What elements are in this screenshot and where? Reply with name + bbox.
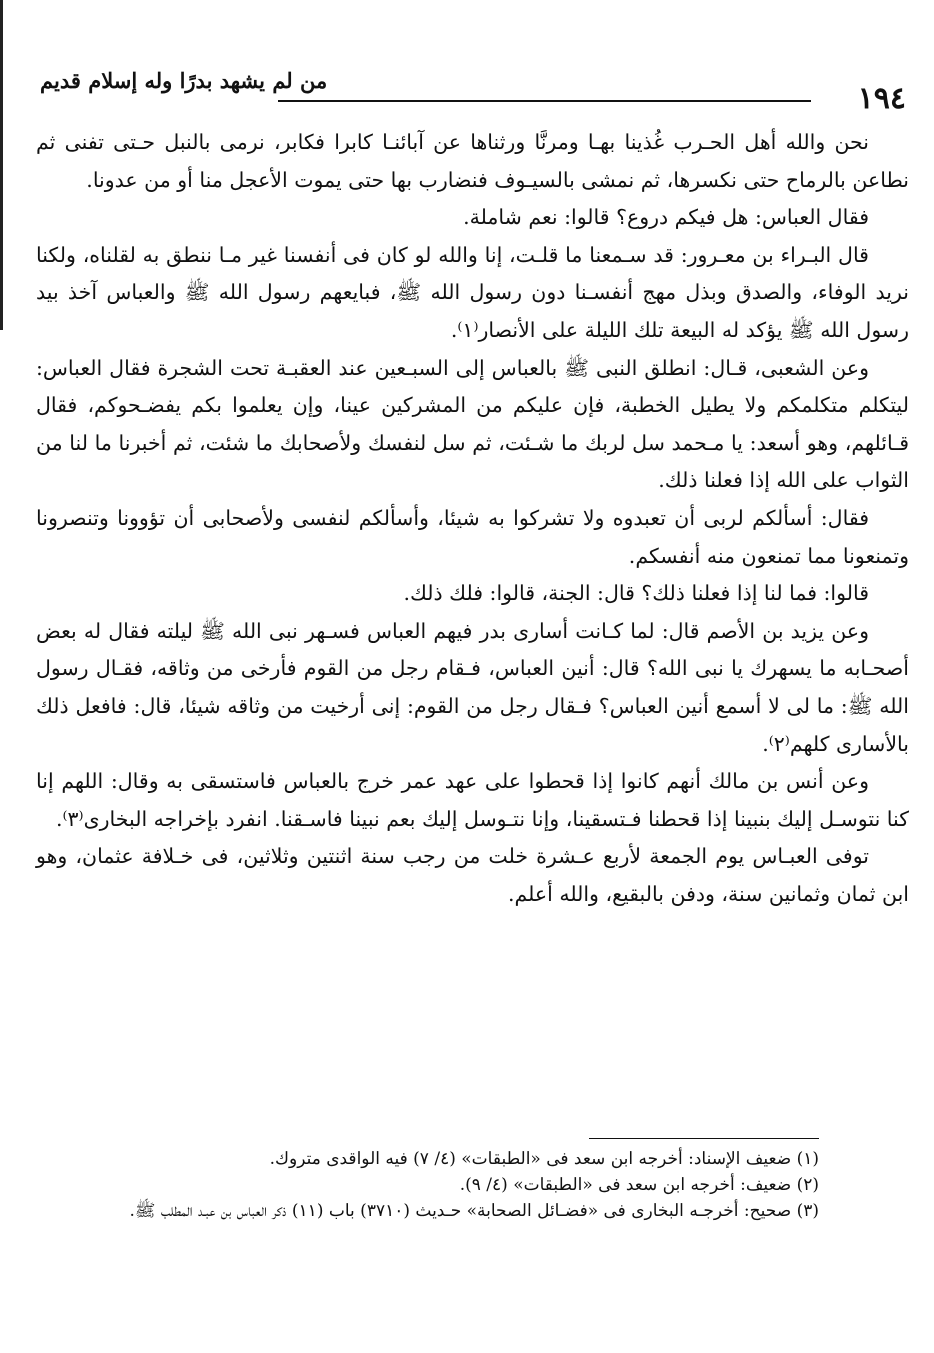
footnote-separator [589,1138,819,1139]
footnote: (١) ضعيف الإسناد: أخرجه ابن سعد فى «الطبقات» (٤/ ٧) فيه الواقدى متروك. [269,1149,819,1169]
running-title: من لم يشهد بدرًا وله إسلام قديم [40,68,328,93]
paragraph: قال البـراء بن معـرور: قد سـمعنا ما قلـت، إنا والله لو كان فى أنفسنا غير مـا ننطق به لقلناه، ولكنا نريد الوفاء، والصدق وبذل مهج أنفسـنا دون رسول الله ﷺ، فبايعهم رسول الله ﷺ والعباس آخذ بيد رسول الله ﷺ يؤكد له البيعة تلك الليلة على الأنصار⁽١⁾. [36,242,909,342]
footnote: (٢) ضعيف: أخرجه ابن سعد فى «الطبقات» (٤/ ٩). [459,1175,819,1195]
page-header [40,62,906,116]
header-rule [278,100,811,102]
footnote: (٣) صحيح: أخرجـه البخارى فى «فضـائل الصحابة» حـديث (٣٧١٠) باب (١١) ذكر العباس بن عبـد المطلب ﷺ. [129,1201,819,1221]
main-text [36,124,909,913]
paragraph: فقال العباس: هل فيكم دروع؟ قالوا: نعم شاملة. [463,205,869,230]
paragraph: وعن يزيد بن الأصم قال: لما كـانت أسارى بدر فيهم العباس فسـهر نبى الله ﷺ ليلته فقال له بعض أصحـابه ما يسهرك يا نبى الله؟ قال: أنين العباس، فـقام رجل من القوم فأرخى من وثاقه، فقـال رسول الله ﷺ: ما لى لا أسمع أنين العباس؟ فـقال رجل من القوم: إنى أرخيت من وثاقه شيئا، قال: فافعل ذلك بالأسارى كلهم⁽٢⁾. [36,618,909,756]
paragraph: وعن أنس بن مالك أنهم كانوا إذا قحطوا على عهد عمر خرج بالعباس فاستسقى به وقال: اللهم إنا كنا نتوسـل إليك بنبينا إذا قحطنا فـتسقينا، وإنا نتـوسل إليك بعم نبينا فاسـقنا. انفرد بإخراجه البخارى⁽٣⁾. [36,769,909,831]
paragraph: نحن والله أهل الحـرب غُذينا بهـا ومرنَّا ورثناها عن آبائنـا كابرا فكابر، نرمى بالنبل حـتى تفنى ثم نطاعن بالرماح حتى نكسرها، ثم نمشى بالسيـوف فنضارب بها حتى يموت الأعجل منا أو من عدونا. [36,130,909,192]
footnotes [28,1146,819,1224]
paragraph: وعن الشعبى، قـال: انطلق النبى ﷺ بالعباس إلى السبـعين عند العقبـة تحت الشجرة فقال العباس: ليتكلم متكلمكم ولا يطيل الخطبة، فإن عليكم من المشركين عينا، وإن يعلموا بكم يفضـحوكم، فقال قـائلهم، وهو أسعد: يا مـحمد سل لربك ما شـئت، ثم سل لنفسك ولأصحابك ما شئت، ثم أخبرنا ما لنا من الثواب على الله إذا فعلنا ذلك. [36,355,909,493]
page-edge-shadow [0,0,3,330]
paragraph: توفى العبـاس يوم الجمعة لأربع عـشرة خلت من رجب سنة اثنتين وثلاثين، فى خـلافة عثمان، وهو ابن ثمان وثمانين سنة، ودفن بالبقيع، والله أعلم. [36,844,909,906]
paragraph: قالوا: فما لنا إذا فعلنا ذلك؟ قال: الجنة، قالوا: فلك ذلك. [403,581,869,606]
paragraph: فقال: أسألكم لربى أن تعبدوه ولا تشركوا به شيئا، وأسألكم لنفسى ولأصحابى أن تؤوونا وتنصرونا وتمنعونا مما تمنعون منه أنفسكم. [36,505,909,568]
page-number: ١٩٤ [857,81,906,116]
